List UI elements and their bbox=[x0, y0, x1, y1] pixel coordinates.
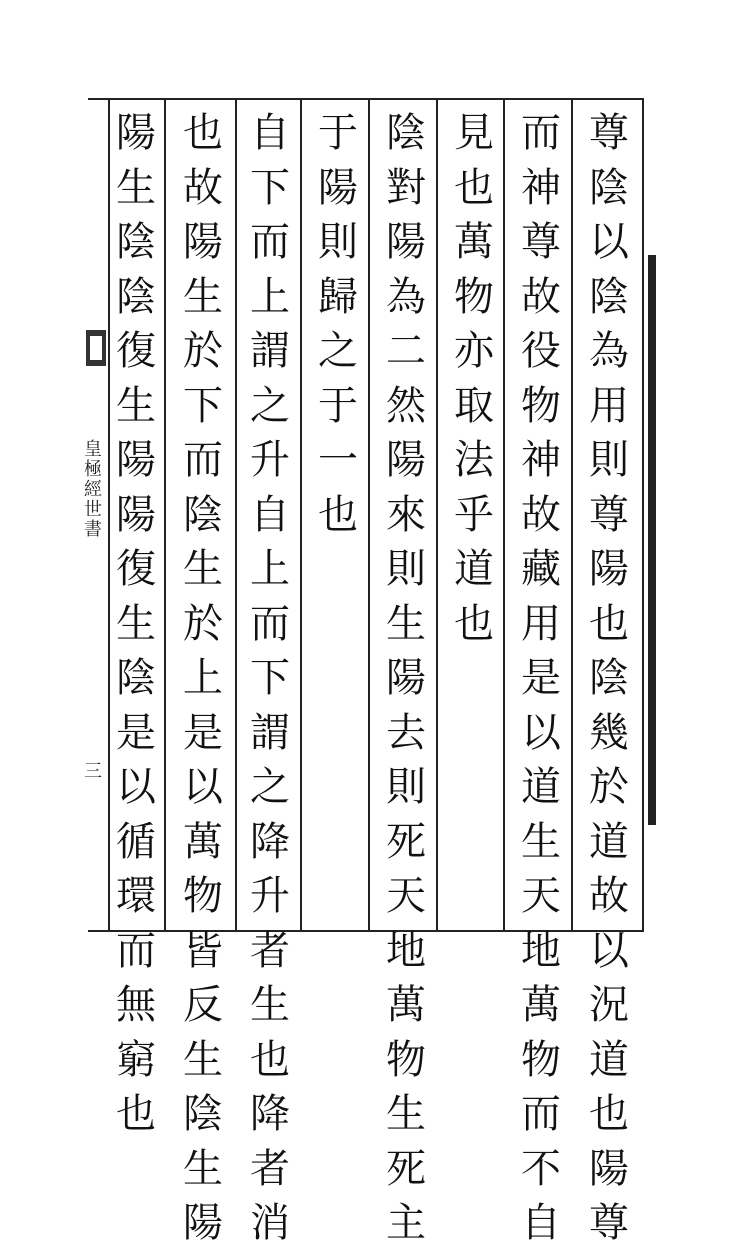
right-border bbox=[642, 98, 644, 932]
column-rule bbox=[368, 100, 370, 930]
column-rule bbox=[164, 100, 166, 930]
column-rule bbox=[235, 100, 237, 930]
spine-ornament-inner bbox=[90, 336, 102, 360]
column-rule bbox=[436, 100, 438, 930]
column-rule bbox=[571, 100, 573, 930]
text-column-8: 陽生陰陰復生陽陽復生陰是以循環而無窮也 bbox=[116, 110, 156, 1137]
top-border bbox=[88, 98, 644, 100]
text-column-2: 而神尊故役物神故藏用是以道生天地萬物而不自 bbox=[521, 110, 561, 1246]
right-edge-shadow bbox=[648, 255, 656, 825]
text-column-1: 尊陰以陰為用則尊陽也陰幾於道故以況道也陽尊 bbox=[589, 110, 629, 1246]
margin-book-title: 皇極經世書 bbox=[84, 439, 102, 540]
text-column-4: 陰對陽為二然陽來則生陽去則死天地萬物生死主 bbox=[386, 110, 426, 1246]
text-column-6: 自下而上謂之升自上而下謂之降升者生也降者消 bbox=[250, 110, 290, 1246]
spine-rule bbox=[108, 98, 110, 932]
column-rule bbox=[300, 100, 302, 930]
text-column-3: 見也萬物亦取法乎道也 bbox=[454, 110, 494, 647]
text-column-7: 也故陽生於下而陰生於上是以萬物皆反生陰生陽 bbox=[183, 110, 223, 1246]
column-rule bbox=[503, 100, 505, 930]
text-column-5: 于陽則歸之于一也 bbox=[318, 110, 358, 538]
margin-page-number: 三 bbox=[84, 761, 102, 782]
